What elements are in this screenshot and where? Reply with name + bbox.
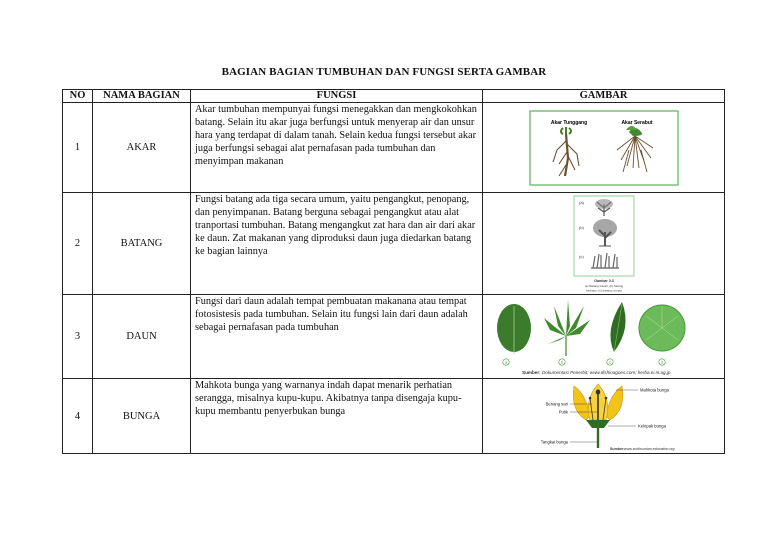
header-no: NO (63, 90, 93, 103)
flower-image-cell (483, 379, 725, 454)
header-name: NAMA BAGIAN (93, 90, 191, 103)
leaf-label-a: a (504, 359, 507, 365)
taproot-label: Akar Tunggang (550, 119, 587, 126)
pistil-label: Putik (558, 409, 568, 415)
header-image: GAMBAR (483, 90, 725, 103)
leaf-illustration (486, 296, 722, 378)
stem-illustration (569, 194, 639, 294)
flower-source-label: Sumber: (609, 447, 625, 451)
table-row (63, 379, 725, 454)
leaf-source-label: Sumber: (521, 369, 541, 375)
stamen-label: Benang sari (545, 401, 568, 407)
panel-label-c: (c) (578, 253, 584, 259)
stem-image-cell (483, 193, 725, 295)
panel-label-a: (a) (578, 199, 584, 205)
stem-caption-line2: berkayu, (c) batang rumput (585, 288, 622, 292)
leaf-image-cell (483, 295, 725, 379)
flower-source-text: www.smithsonian.education.org (623, 447, 675, 451)
table-row (63, 103, 725, 193)
palmate-leaf-icon (544, 300, 590, 356)
leaf-label-b: b (560, 359, 563, 365)
table-row (63, 193, 725, 295)
fibrous-root-label: Akar Serabut (620, 119, 653, 126)
lanceolate-leaf-icon (610, 302, 625, 352)
stem-caption-line1: (a) Batang basah, (b) batang (584, 283, 623, 288)
round-leaf-icon (639, 305, 685, 351)
leaf-label-c: c (608, 359, 611, 365)
leaf-source-text: Dokumentasi Penerbit; www.dishinagoes.com; herba.ni.nl.ag.jp (541, 369, 670, 375)
document-title: BAGIAN BAGIAN TUMBUHAN DAN FUNGSI SERTA GAMBAR (221, 66, 547, 78)
plant-parts-table (62, 89, 725, 454)
row-number: 1 (63, 103, 93, 193)
row-number: 2 (63, 193, 93, 295)
leaf-letter-labels (502, 358, 664, 364)
flower-illustration (514, 380, 694, 452)
table-row (63, 295, 725, 379)
leaf-label-d: d (660, 359, 663, 365)
root-illustration (529, 110, 679, 186)
row-part-name: DAUN (93, 295, 191, 379)
header-function: FUNGSI (191, 90, 483, 103)
stem-caption-title: Gambar 3.3 (593, 278, 614, 283)
row-part-name: BATANG (93, 193, 191, 295)
stalk-label: Tangkai bunga (540, 439, 568, 445)
row-number: 3 (63, 295, 93, 379)
row-part-name: AKAR (93, 103, 191, 193)
row-function-text: Akar tumbuhan mempunyai fungsi menegakkan dan mengkokohkan batang. Selain itu akar juga berfungsi untuk menyerap air dan unsur hara yang terdapat di dalam tanah. Selain kedua fungsi tersebut akar juga berfungsi sebagai alat pernafasan pada tumbuhan dan menyimpan makanan (191, 103, 483, 193)
row-number: 4 (63, 379, 93, 454)
root-image-cell (483, 103, 725, 193)
ovate-leaf-icon (497, 304, 531, 354)
row-part-name: BUNGA (93, 379, 191, 454)
flower-diagram-icon (573, 384, 623, 448)
sepal-label: Kelopak bunga (637, 423, 666, 429)
row-function-text: Fungsi dari daun adalah tempat pembuatan makanana atau tempat fotosistesis pada tumbuhan. Selain itu fungsi lain dari daun adalah sebagai pernafasan pada tumbuhan (191, 295, 483, 379)
panel-label-b: (b) (578, 224, 584, 230)
row-function-text: Fungsi batang ada tiga secara umum, yaitu pengangkut, penopang, dan penyimpanan. Batang berguna sebagai pengangkut atau alat tranportasi tumbuhan. Batang mengangkut zat hara dan air dari akar ke daun. Zat makanan yang diproduksi daun juga diedarkan batang ke bagian lainnya (191, 193, 483, 295)
table-header-row (63, 90, 725, 103)
corolla-label: Mahkota bunga (639, 387, 669, 393)
row-function-text: Mahkota bunga yang warnanya indah dapat menarik perhatian serangga, misalnya kupu-kupu. Akibatnya tanpa disengaja kupu-kupu membantu penyerbukan bunga (191, 379, 483, 454)
